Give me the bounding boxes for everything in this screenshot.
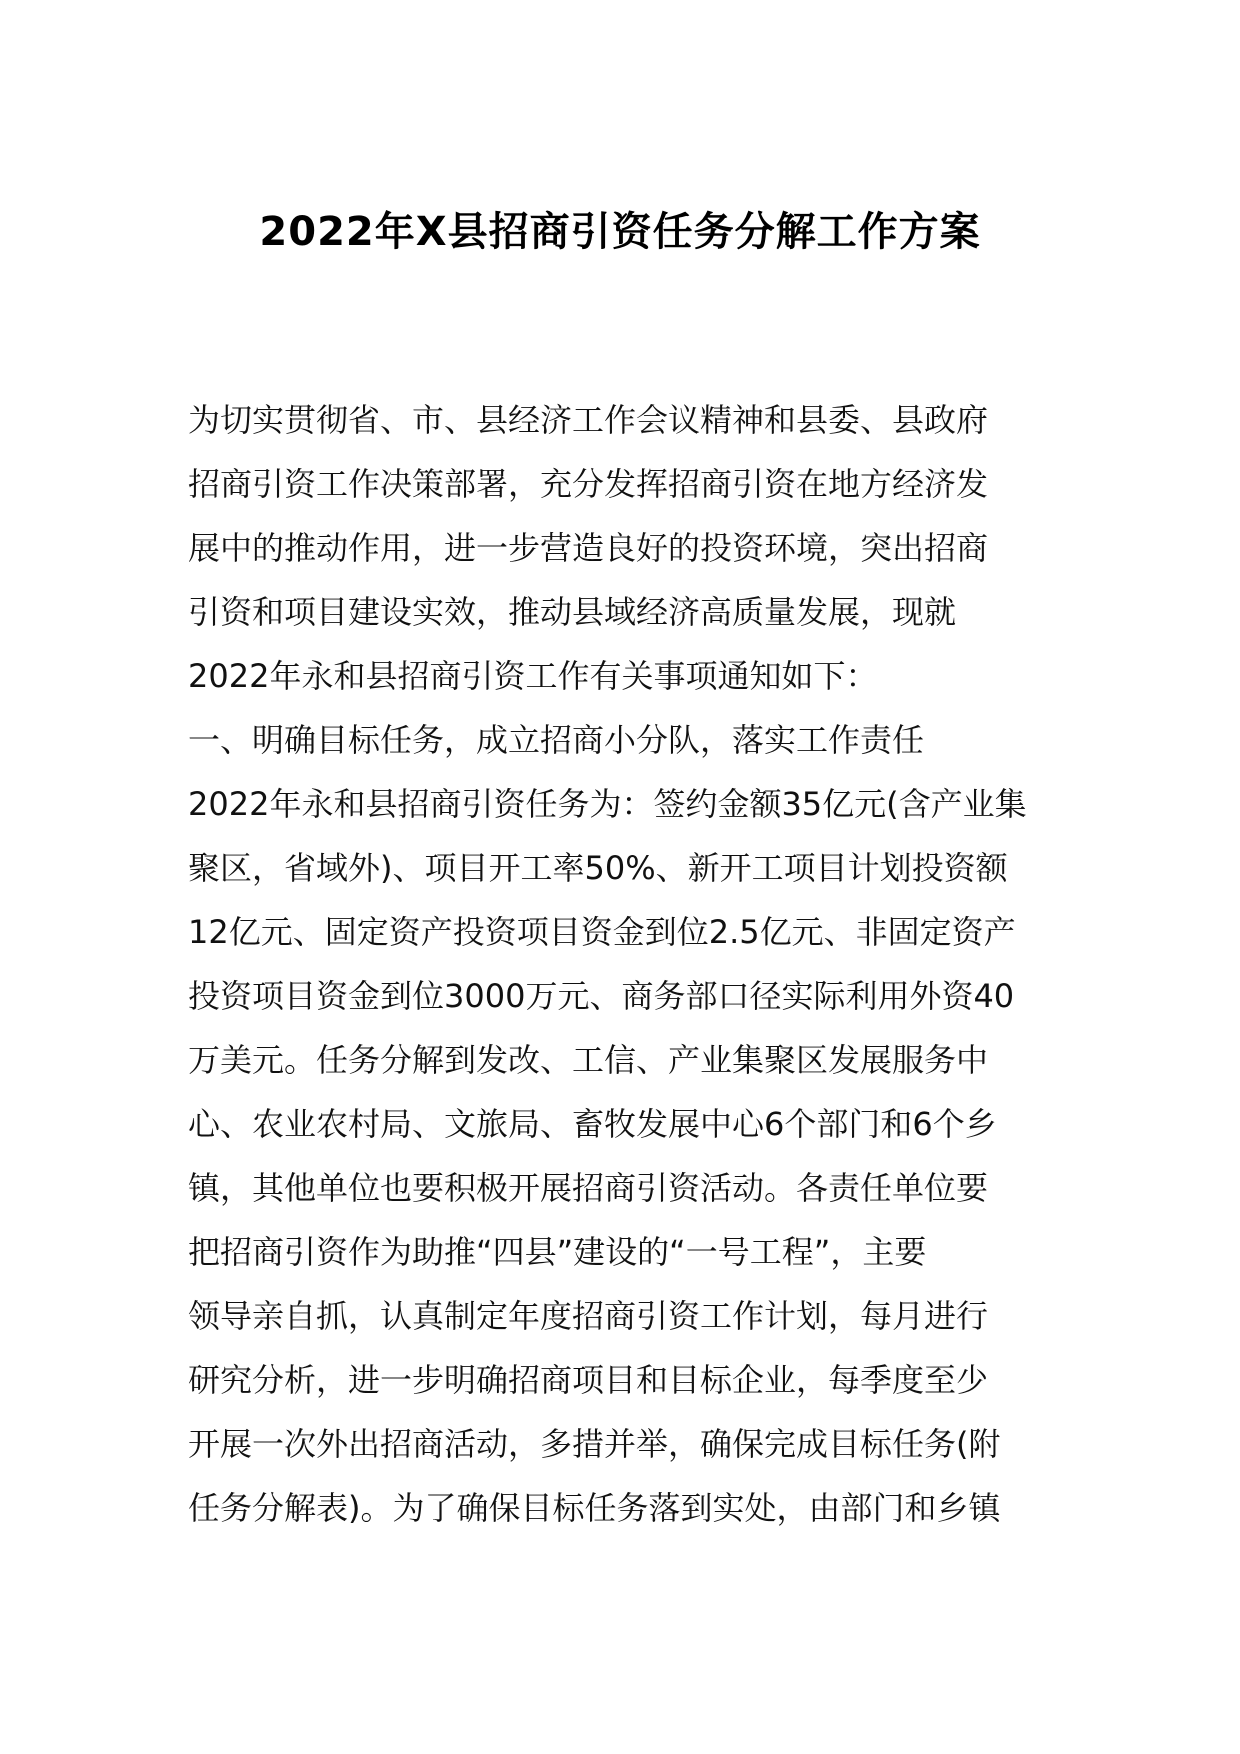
body-line: 为切实贯彻省、市、县经济工作会议精神和县委、县政府 [188,401,989,439]
body-line: 心、农业农村局、文旅局、畜牧发展中心6个部门和6个乡 [188,1105,997,1143]
body-line: 研究分析，进一步明确招商项目和目标企业，每季度至少 [188,1361,989,1399]
body-line: 镇，其他单位也要积极开展招商引资活动。各责任单位要 [188,1169,989,1207]
body-line: 引资和项目建设实效，推动县域经济高质量发展，现就 [188,593,957,631]
body-line: 12亿元、固定资产投资项目资金到位2.5亿元、非固定资产 [188,913,1016,951]
body-line: 聚区，省域外)、项目开工率50%、新开工项目计划投资额 [188,849,1008,887]
body-line: 2022年永和县招商引资任务为：签约金额35亿元(含产业集 [188,785,1027,823]
body-line: 招商引资工作决策部署，充分发挥招商引资在地方经济发 [188,465,989,503]
body-line: 展中的推动作用，进一步营造良好的投资环境，突出招商 [188,529,989,567]
body-line: 领导亲自抓，认真制定年度招商引资工作计划，每月进行 [188,1297,989,1335]
document-body [188,388,1048,1540]
body-line: 开展一次外出招商活动，多措并举，确保完成目标任务(附 [188,1425,1001,1463]
body-line: 把招商引资作为助推“四县”建设的“一号工程”，主要 [188,1233,927,1271]
section-heading: 一、明确目标任务，成立招商小分队，落实工作责任 [188,721,925,759]
body-line: 万美元。任务分解到发改、工信、产业集聚区发展服务中 [188,1041,989,1079]
body-line: 2022年永和县招商引资工作有关事项通知如下： [188,657,878,695]
body-line: 投资项目资金到位3000万元、商务部口径实际利用外资40 [188,977,1015,1015]
document-title: 2022年X县招商引资任务分解工作方案 [259,209,981,255]
body-line: 任务分解表)。为了确保目标任务落到实处，由部门和乡镇 [188,1489,1001,1527]
